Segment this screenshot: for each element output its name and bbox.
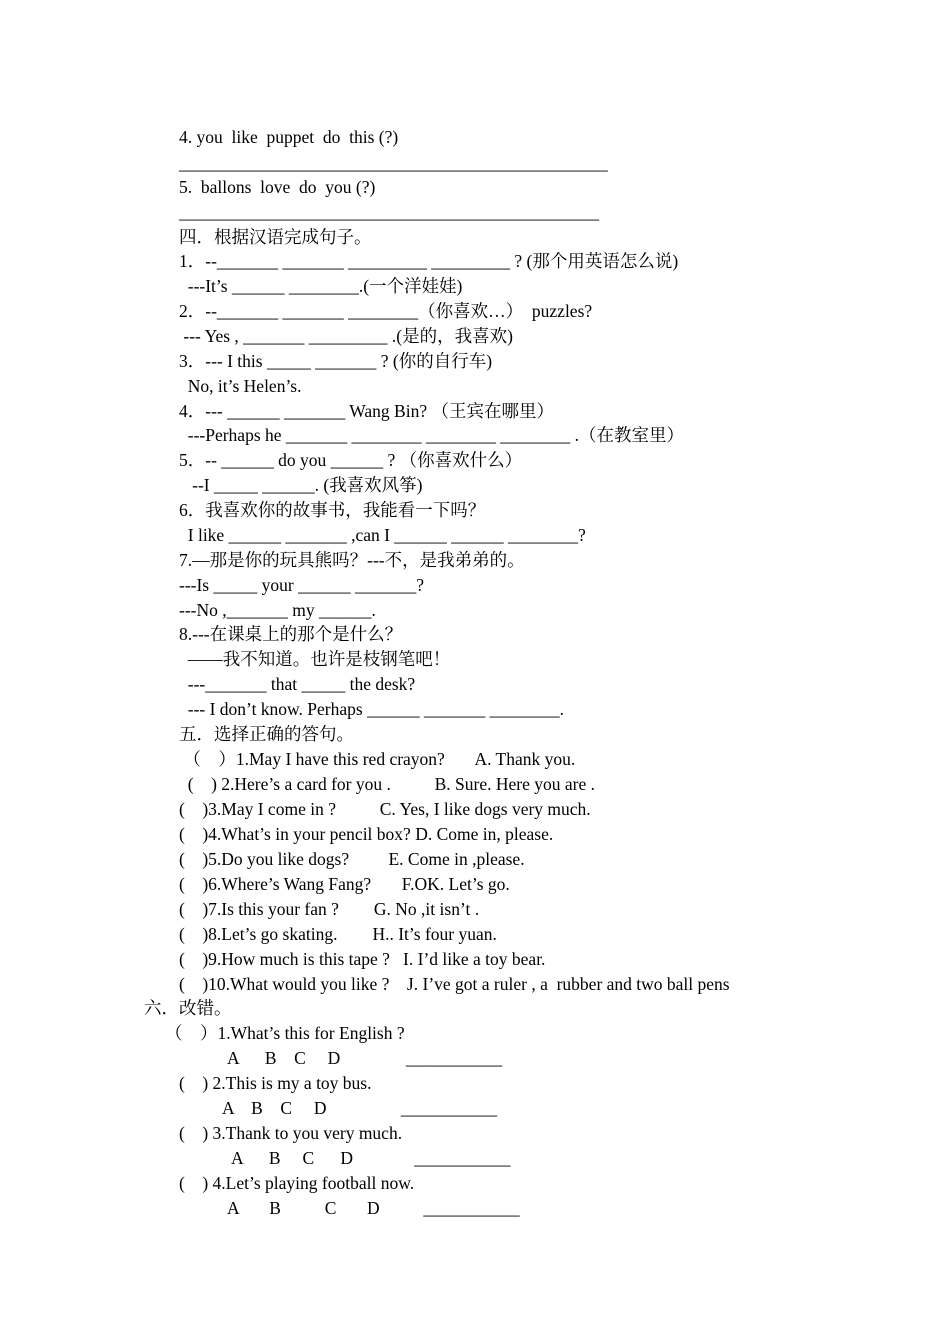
- section-heading-6: 六．改错。: [144, 998, 232, 1018]
- choice-question: ( )9.How much is this tape ? I. I’d like a toy bear.: [179, 949, 546, 969]
- text-line: 5. ballons love do you (?): [179, 177, 376, 197]
- choice-question: （ ）1.May I have this red crayon? A. Thank you.: [179, 749, 576, 769]
- answer-line: _________________________________________________: [179, 153, 608, 173]
- choice-question: ( )4.What’s in your pencil box? D. Come in, please.: [179, 824, 554, 844]
- choice-question: ( )7.Is this your fan ? G. No ,it isn’t .: [179, 899, 480, 919]
- choice-question: ( )8.Let’s go skating. H.. It’s four yuan.: [179, 924, 497, 944]
- text-line: 6．我喜欢你的故事书，我能看一下吗？: [179, 500, 486, 520]
- correction-options: A B C D ___________: [222, 1098, 498, 1118]
- text-line: ---No ,_______ my ______.: [179, 600, 376, 620]
- text-line: I like ______ _______ ,can I ______ ______ ________?: [179, 525, 586, 545]
- text-line: 2．--_______ _______ ________（你喜欢…） puzzles?: [179, 301, 593, 321]
- text-line: 4. you like puppet do this (?): [179, 127, 399, 147]
- text-line: 5．-- ______ do you ______ ? （你喜欢什么）: [179, 450, 523, 470]
- text-line: ——我不知道。也许是枝钢笔吧！: [179, 649, 451, 669]
- answer-line: ________________________________________________: [179, 202, 599, 222]
- choice-question: ( )10.What would you like ? J. I’ve got a ruler , a rubber and two ball pens: [179, 974, 730, 994]
- correction-question: ( ) 2.This is my a toy bus.: [179, 1073, 372, 1093]
- section-heading-4: 四．根据汉语完成句子。: [179, 227, 372, 247]
- text-line: 1．--_______ _______ _________ _________ ? (那个用英语怎么说): [179, 251, 679, 271]
- correction-options: A B C D ___________: [227, 1198, 520, 1218]
- text-line: ---It’s ______ ________.(一个洋娃娃): [179, 276, 463, 296]
- section-heading-5: 五．选择正确的答句。: [179, 724, 354, 744]
- text-line: --- I don’t know. Perhaps ______ _______ ________.: [179, 699, 564, 719]
- text-line: 7.—那是你的玩具熊吗？---不，是我弟弟的。: [179, 550, 525, 570]
- choice-question: ( )5.Do you like dogs? E. Come in ,please.: [179, 849, 525, 869]
- text-line: ---Is _____ your ______ _______?: [179, 575, 424, 595]
- correction-question: ( ) 3.Thank to you very much.: [179, 1123, 403, 1143]
- correction-options: A B C D ___________: [227, 1048, 503, 1068]
- text-line: --- Yes , _______ _________ .(是的，我喜欢): [179, 326, 513, 346]
- text-line: No, it’s Helen’s.: [179, 376, 302, 396]
- choice-question: ( )6.Where’s Wang Fang? F.OK. Let’s go.: [179, 874, 510, 894]
- text-line: ---Perhaps he _______ ________ ________ ________ .（在教室里）: [179, 425, 685, 445]
- choice-question: ( ) 2.Here’s a card for you . B. Sure. Here you are .: [179, 774, 595, 794]
- text-line: ---_______ that _____ the desk?: [179, 674, 416, 694]
- text-line: 4．--- ______ _______ Wang Bin? （王宾在哪里）: [179, 401, 554, 421]
- correction-options: A B C D ___________: [231, 1148, 511, 1168]
- text-line: 3．--- I this _____ _______ ? (你的自行车): [179, 351, 493, 371]
- correction-question: （ ）1.What’s this for English ?: [165, 1023, 405, 1043]
- correction-question: ( ) 4.Let’s playing football now.: [179, 1173, 415, 1193]
- text-line: 8.---在课桌上的那个是什么？: [179, 624, 403, 644]
- text-line: --I _____ ______. (我喜欢风筝): [179, 475, 423, 495]
- choice-question: ( )3.May I come in ? C. Yes, I like dogs very much.: [179, 799, 591, 819]
